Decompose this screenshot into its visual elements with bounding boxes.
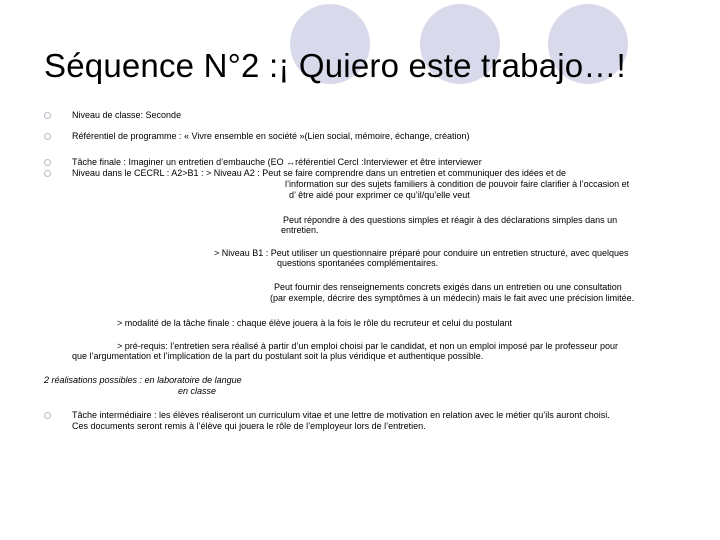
a2-line-1: l’information sur des sujets familiers à condition de pouvoir faire clarifier à l’occasion et [285, 179, 630, 189]
realisations-line-2: en classe [178, 386, 217, 396]
bullet-niveau-classe: Niveau de classe: Seconde [72, 110, 182, 120]
a2-para2-line-2: entretien. [281, 225, 319, 235]
a2-para2-line-1: Peut répondre à des questions simples et réagir à des déclarations simples dans un [283, 215, 618, 225]
slide-title: Séquence N°2 :¡ Quiero este trabajo…! [44, 47, 626, 84]
bullet-referentiel: Référentiel de programme : « Vivre ensemble en société »(Lien social, mémoire, échange, création) [72, 131, 470, 141]
prerequis-line-1: > pré-requis: l’entretien sera réalisé à partir d’un emploi choisi par le candidat, et non un emploi imposé par le professeur pour [117, 341, 619, 351]
bullet-icon [44, 170, 51, 177]
bullet-icon [44, 133, 51, 140]
b1-para1-line-1: > Niveau B1 : Peut utiliser un questionnaire préparé pour conduire un entretien structuré, avec quelques [214, 248, 629, 258]
prerequis-line-2: que l’argumentation et l’implication de la part du postulant soit la plus véridique et authentique possible. [72, 351, 484, 361]
b1-para1-line-2: questions spontanées complémentaires. [277, 258, 439, 268]
a2-line-2: d’ être aidé pour exprimer ce qu’il/qu’elle veut [289, 190, 470, 200]
bullet-icon [44, 159, 51, 166]
bullet-icon [44, 412, 51, 419]
intermediaire-line-2: Ces documents seront remis à l’élève qui jouera le rôle de l’employeur lors de l’entretien. [72, 421, 426, 431]
b1-para2-line-1: Peut fournir des renseignements concrets exigés dans un entretien ou une consultation [274, 282, 622, 292]
modalite-text: > modalité de la tâche finale : chaque élève jouera à la fois le rôle du recruteur et celui du postulant [117, 318, 512, 328]
bullet-niveau-cecrl: Niveau dans le CECRL : A2>B1 : > Niveau A2 : Peut se faire comprendre dans un entretien et communiquer des idées et de [72, 168, 566, 178]
bullet-icon [44, 112, 51, 119]
b1-para2-line-2: (par exemple, décrire des symptômes à un médecin) mais le fait avec une précision limitée. [270, 293, 635, 303]
realisations-line-1: 2 réalisations possibles : en laboratoire de langue [44, 375, 242, 385]
intermediaire-line-1: Tâche intermédiaire : les élèves réaliseront un curriculum vitae et une lettre de motivation en relation avec le métier qu’ils auront choisi. [72, 410, 610, 420]
bullet-tache-finale: Tâche finale : Imaginer un entretien d’embauche (EO ↔référentiel Cercl :Interviewer et être interviewer [72, 157, 482, 167]
